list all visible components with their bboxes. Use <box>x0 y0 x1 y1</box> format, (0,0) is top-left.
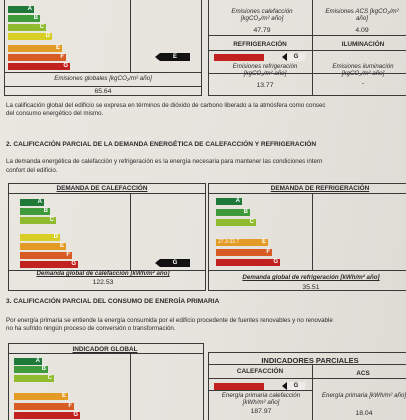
cooling-demand-header: DEMANDA DE REFRIGERACIÓN <box>270 185 370 192</box>
primary-heating-header: CALEFACCIÓN <box>236 368 284 375</box>
refrigeration-emissions-label: Emisiones refrigeración [kgCO₂/m² año] <box>232 63 298 77</box>
pe-bar-e: E <box>14 393 68 400</box>
rating-bar-e: E <box>8 45 62 52</box>
heating-emissions-value: 47.79 <box>253 27 271 34</box>
rating-bar-f: F <box>8 54 66 61</box>
primary-heating-label: Energía primaria calefacción [kWh/m² año] <box>221 392 301 406</box>
heat-bar-b: B <box>20 208 50 215</box>
lighting-emissions-label: Emisiones iluminación [kgCO₂/m² año] <box>332 63 394 77</box>
section-3-title: 3. CALIFICACIÓN PARCIAL DEL CONSUMO DE ENERGÍA PRIMARIA <box>6 298 220 305</box>
primary-acs-value: 18.04 <box>355 410 373 417</box>
pe-bar-a: A <box>14 358 42 365</box>
refrigeration-header: REFRIGERACIÓN <box>233 41 287 48</box>
heating-demand-value: 122.53 <box>92 279 114 286</box>
primary-heating-value: 187.97 <box>250 408 272 415</box>
heating-demand-header: DEMANDA DE CALEFACCIÓN <box>56 185 148 192</box>
note-line-1: La calificación global del edificio se expresa en términos de dióxido de carbono liberado a la atmósfera como consec <box>6 102 326 109</box>
global-emissions-value: 65.64 <box>94 88 112 95</box>
rating-bar-c: C <box>8 24 46 31</box>
cooling-demand-value: 35.51 <box>302 284 320 291</box>
primary-acs-label: Energía primaria [kWh/m² año] <box>321 392 406 399</box>
rating-bar-b: B <box>8 15 40 22</box>
cool-bar-c: C <box>216 219 256 226</box>
heat-bar-a: A <box>20 199 44 206</box>
cool-bar-f: F <box>216 249 272 256</box>
cool-bar-g: G <box>216 259 280 266</box>
cool-marker-range: 27.3-33.7 <box>218 239 240 245</box>
section-2-text-1: La demanda energética de calefacción y refrigeración es la energía necesaria para mantener las condiciones intern <box>6 158 323 165</box>
section-2-text-2: confort del edificio. <box>6 167 58 174</box>
heat-bar-g: G <box>20 261 78 268</box>
rating-bar-d: D <box>8 33 52 40</box>
global-indicator-header: INDICADOR GLOBAL <box>72 346 138 353</box>
rating-bar-a: A <box>8 6 34 13</box>
pe-bar-b: B <box>14 366 48 373</box>
pe-bar-f: F <box>14 403 74 410</box>
partial-indicators-header: INDICADORES PARCIALES <box>261 356 359 365</box>
lighting-header: ILUMINACIÓN <box>341 41 385 48</box>
global-emissions-label: Emisiones globales [kgCO₂/m² año] <box>54 75 152 82</box>
note-line-2: del consumo energético del mismo. <box>6 110 104 117</box>
heating-emissions-label: Emisiones calefacción [kgCO₂/m² año] <box>231 8 293 22</box>
pe-bar-g: G <box>14 412 80 419</box>
primary-heating-bar-g <box>214 383 264 390</box>
heat-bar-d: D <box>20 234 60 241</box>
heat-bar-f: F <box>20 252 72 259</box>
pe-bar-c: C <box>14 375 54 382</box>
heating-demand-marker: G <box>160 259 190 267</box>
cool-bar-b: B <box>216 209 250 216</box>
global-rating-marker: E <box>160 53 190 61</box>
section-3-text-1: Por energía primaria se entiende la energía consumida por el edificio procedente de fuentes renovables y no renovable <box>6 317 333 324</box>
primary-acs-header: ACS <box>356 370 370 377</box>
lighting-emissions-value: - <box>361 80 365 87</box>
heat-bar-e: E <box>20 243 66 250</box>
acs-emissions-value: 4.09 <box>355 27 369 34</box>
cool-bar-e: E <box>216 239 268 246</box>
refrigeration-marker: G <box>287 53 305 61</box>
section-2-title: 2. CALIFICACIÓN PARCIAL DE LA DEMANDA ENERGÉTICA DE CALEFACCIÓN Y REFRIGERACIÓN <box>6 141 317 148</box>
cool-bar-a: A <box>216 198 242 205</box>
refrigeration-bar-g <box>214 54 264 61</box>
acs-emissions-label: Emisiones ACS [kgCO₂/m² año] <box>325 8 399 22</box>
heat-bar-c: C <box>20 217 56 224</box>
primary-heating-marker: G <box>287 382 305 390</box>
cooling-demand-footer: Demanda global de refrigeración [kWh/m² año] <box>242 274 380 281</box>
heating-demand-footer: Demanda global de calefacción [kWh/m² año] <box>36 270 170 277</box>
rating-bar-g: G <box>8 63 70 70</box>
section-3-text-2: no ha sufrido ningún proceso de conversión o transformación. <box>6 325 176 332</box>
refrigeration-emissions-value: 13.77 <box>256 82 274 89</box>
